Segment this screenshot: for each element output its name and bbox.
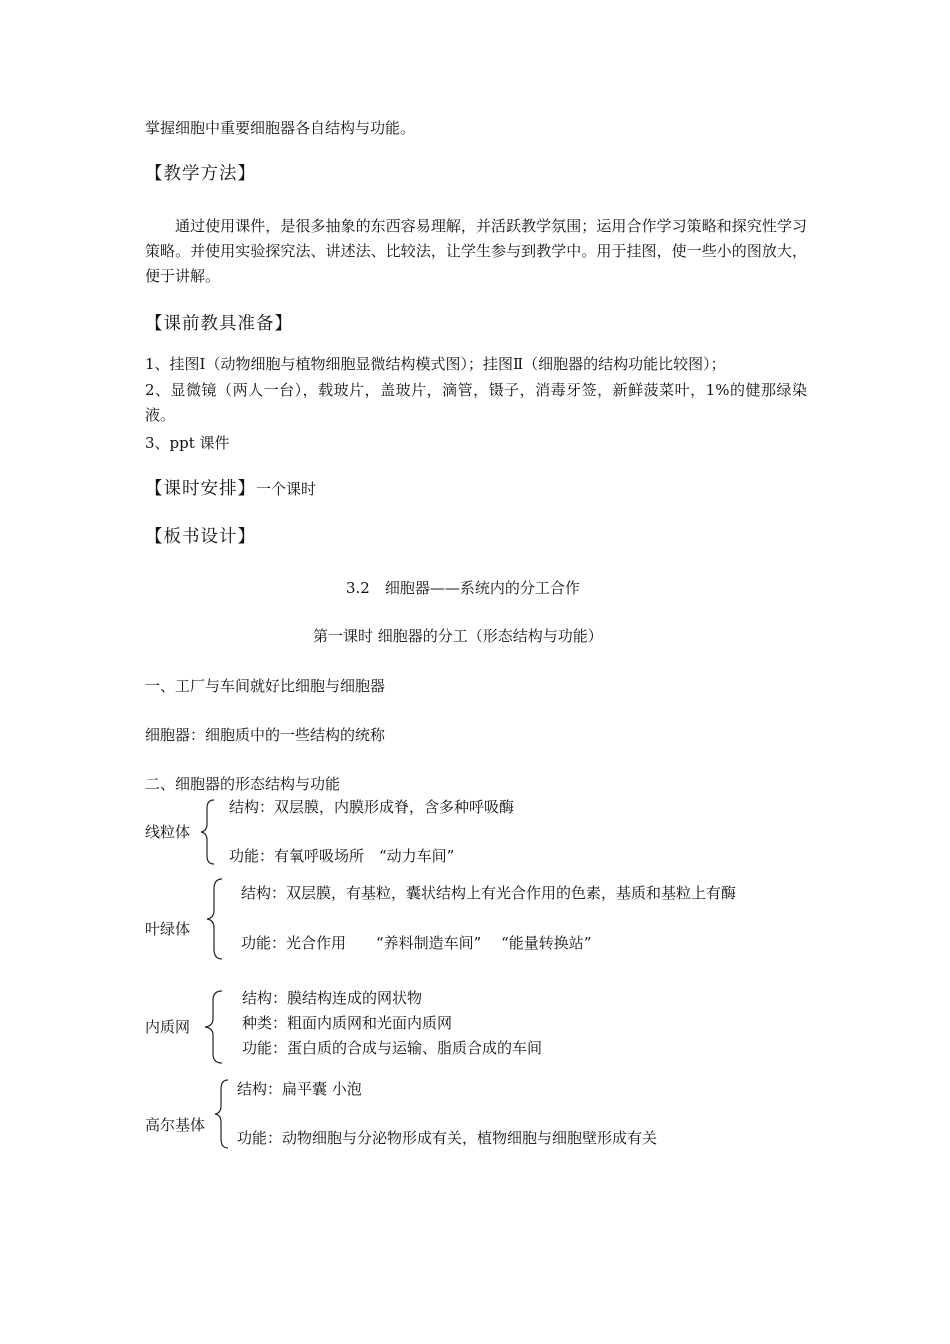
board-subtitle: 第一课时 细胞器的分工（形态结构与功能） (313, 627, 603, 645)
er-function: 功能：蛋白质的合成与运输、脂质合成的车间 (242, 1039, 543, 1057)
methods-heading: 【教学方法】 (145, 164, 256, 184)
methods-paragraph: 通过使用课件，是很多抽象的东西容易理解，并活跃教学氛围；运用合作学习策略和探究性学习策略。并使用实验探究法、讲述法、比较法，让学生参与到教学中。用于挂图，使一些小的图放大，便于讲解。 (145, 217, 807, 285)
point-one: 一、工厂与车间就好比细胞与细胞器 (145, 677, 386, 695)
chloroplast-function: 功能：光合作用 “养料制造车间” “能量转换站” (241, 934, 592, 952)
prep-item-3: 3、ppt 课件 (145, 434, 230, 452)
chloroplast-brace (204, 877, 226, 961)
schedule-row (145, 479, 316, 499)
prep-item-1: 1、挂图Ⅰ（动物细胞与植物细胞显微结构模式图）；挂图Ⅱ（细胞器的结构功能比较图）； (145, 355, 726, 373)
chloroplast-structure: 结构：双层膜，有基粒，囊状结构上有光合作用的色素，基质和基粒上有酶 (241, 884, 737, 902)
golgi-structure: 结构：扁平囊 小泡 (237, 1080, 362, 1098)
chloroplast-label: 叶绿体 (145, 920, 191, 938)
golgi-function: 功能：动物细胞与分泌物形成有关，植物细胞与细胞壁形成有关 (237, 1129, 658, 1147)
schedule-heading: 【课时安排】 (145, 479, 256, 499)
er-brace (202, 989, 226, 1065)
prep-heading: 【课前教具准备】 (145, 314, 293, 334)
schedule-value: 一个课时 (256, 480, 317, 498)
board-heading: 【板书设计】 (145, 527, 256, 547)
golgi-brace (212, 1078, 232, 1150)
er-types: 种类：粗面内质网和光面内质网 (242, 1014, 453, 1032)
mitochondria-function: 功能：有氧呼吸场所 “动力车间” (229, 847, 455, 865)
golgi-label: 高尔基体 (145, 1116, 206, 1134)
er-label: 内质网 (145, 1018, 191, 1036)
er-structure: 结构：膜结构连成的网状物 (242, 989, 423, 1007)
prep-item-2: 2、显微镜（两人一台），载玻片，盖玻片，滴管，镊子，消毒牙签，新鲜菠菜叶，1%的健那绿染液。 (145, 381, 807, 424)
point-two: 二、细胞器的形态结构与功能 (145, 775, 341, 793)
board-title: 3.2 细胞器——系统内的分工合作 (346, 579, 580, 597)
mitochondria-label: 线粒体 (145, 823, 191, 841)
organelle-definition: 细胞器：细胞质中的一些结构的统称 (145, 726, 386, 744)
mitochondria-brace (198, 798, 218, 866)
mitochondria-structure: 结构：双层膜，内膜形成脊，含多种呼吸酶 (229, 798, 515, 816)
intro-line: 掌握细胞中重要细胞器各自结构与功能。 (145, 119, 416, 137)
